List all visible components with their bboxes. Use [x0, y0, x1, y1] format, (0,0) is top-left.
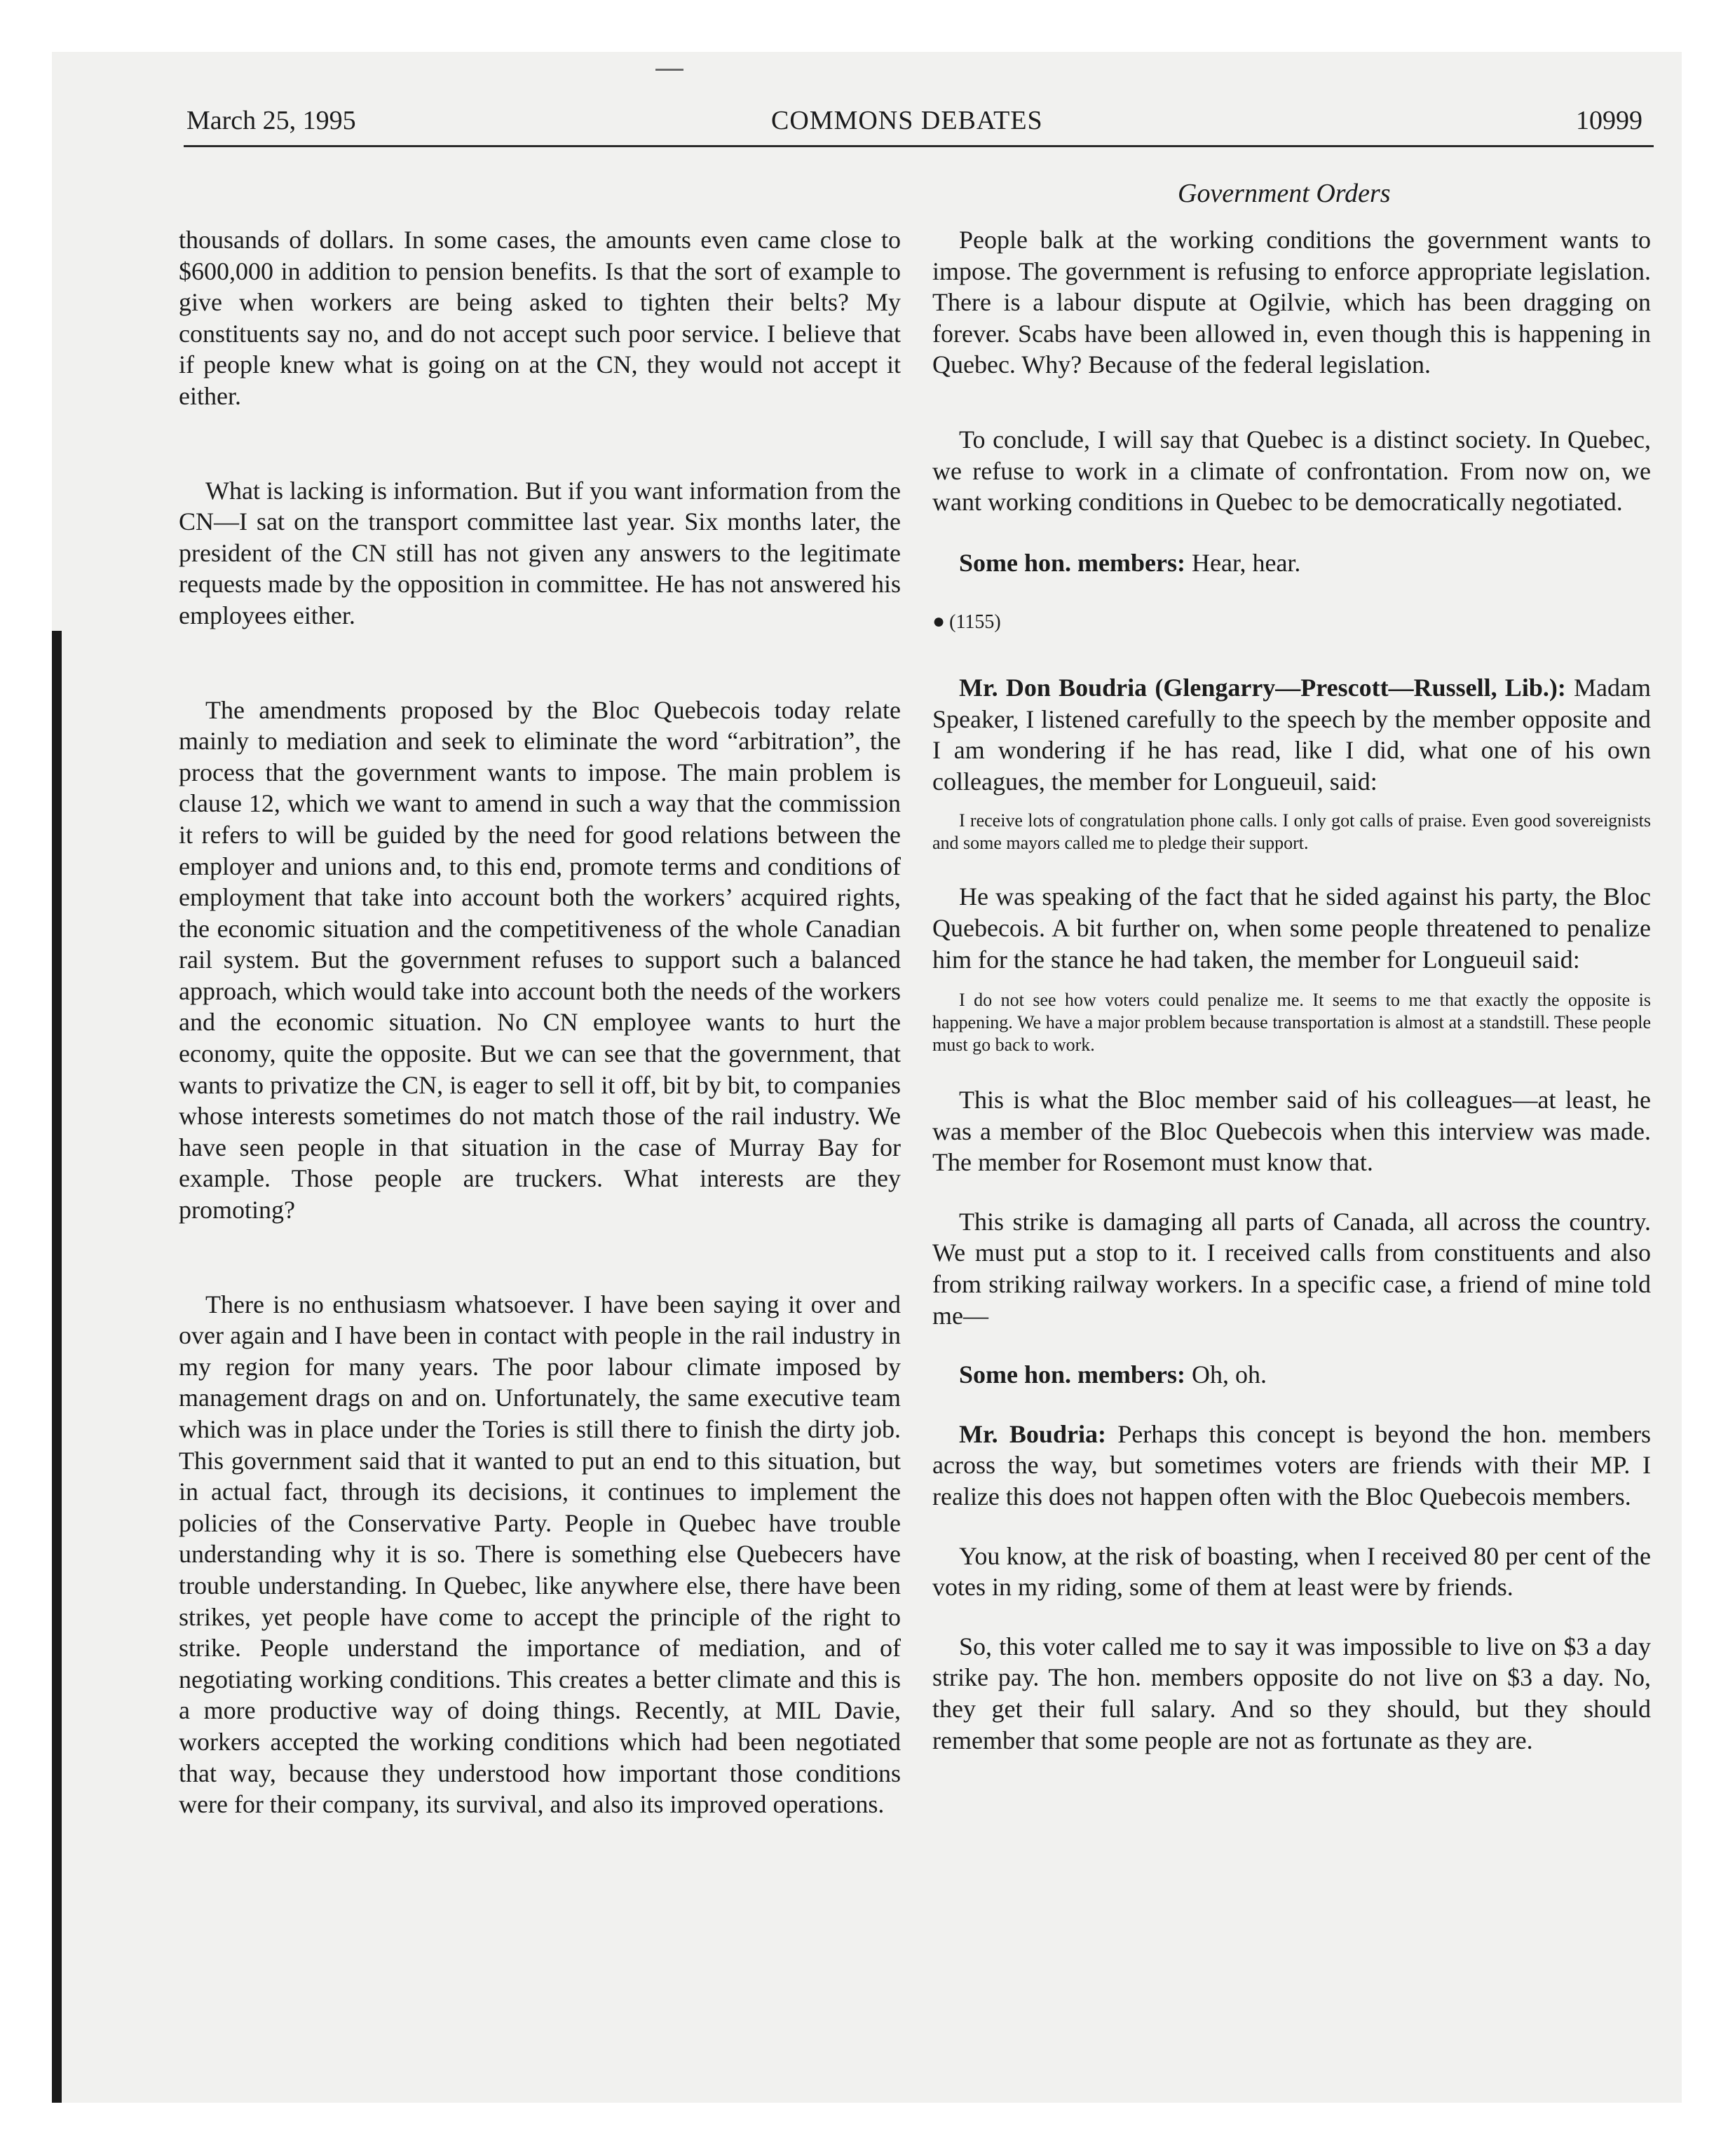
- header-page-number: 10999: [1576, 106, 1642, 135]
- interjection: [932, 1359, 1651, 1391]
- header-rule: [184, 145, 1654, 147]
- left-column: [179, 224, 901, 1820]
- paragraph: To conclude, I will say that Quebec is a distinct society. In Quebec, we refuse to work in a climate of confrontation. From now on, we want working conditions in Quebec to be democratically negotiated.: [932, 425, 1651, 517]
- block-quote: I receive lots of congratulation phone calls. I only got calls of praise. Even good sovereignists and some mayors called me to pledge their support.: [932, 810, 1651, 854]
- paragraph: This strike is damaging all parts of Canada, all across the country. We must put a stop to it. I received calls from constituents and also from striking railway workers. In a specific case, a friend of mine told me—: [932, 1207, 1651, 1330]
- interjection: [932, 547, 1651, 579]
- header-title: COMMONS DEBATES: [771, 106, 1043, 135]
- paragraph: There is no enthusiasm whatsoever. I have been saying it over and over again and I have been in contact with people in the rail industry in my region for many years. The poor labour climate imposed by management drags on and on. Unfortunately, the same executive team which was in place under the Tories is still there to finish the dirty job. This government said that it wanted to put an end to this situation, but in actual fact, through its decisions, it continues to implement the policies of the Conservative Party. People in Quebec have trouble understanding why it is so. There is something else Quebecers have trouble understanding. In Quebec, like anywhere else, there have been strikes, yet people have come to accept the principle of the right to strike. People understand the importance of mediation, and of negotiating working conditions. This creates a better climate and this is a more productive way of doing things. Recently, at MIL Davie, workers accepted the working conditions which had been negotiated that way, because they understood how important those conditions were for their company, its survival, and also its improved operations.: [179, 1290, 901, 1819]
- time-marker: [932, 606, 1651, 639]
- interjection-text: Oh, oh.: [1185, 1360, 1267, 1389]
- paragraph: So, this voter called me to say it was impossible to live on $3 a day strike pay. The hon. members opposite do not live on $3 a day. No, they get their full salary. And so they should, but they should remember that some people are not as fortunate as they are.: [932, 1632, 1651, 1754]
- paragraph: This is what the Bloc member said of his colleagues—at least, he was a member of the Bloc Quebecois when this interview was made. The member for Rosemont must know that.: [932, 1086, 1651, 1177]
- speech-text: Perhaps this concept is beyond the hon. members across the way, but sometimes voters are friends with their MP. I realize this does not happen often with the Bloc Quebecois members.: [932, 1419, 1651, 1511]
- speech-text: Madam Speaker, I listened carefully to the speech by the member opposite and I am wondering if he has read, like I did, what one of his own colleagues, the member for Longueuil, said:: [932, 673, 1652, 796]
- time-marker-text: (1155): [949, 611, 1001, 634]
- block-quote: I do not see how voters could penalize me. It seems to me that exactly the opposite is happening. We have a major problem because transportation is almost at a standstill. These people must go back to work.: [932, 990, 1651, 1056]
- speaker-name: Some hon. members:: [959, 1360, 1185, 1389]
- paragraph: The amendments proposed by the Bloc Quebecois today relate mainly to mediation and seek to eliminate the word “arbitration”, the process that the government wants to impose. The main problem is clause 12, which we want to amend in such a way that the commission it refers to will be guided by the need for good relations between the employer and unions and, to this end, promote terms and conditions of employment that take into account both the workers’ acquired rights, the economic situation and the competitiveness of the whole Canadian rail system. But the government refuses to support such a balanced approach, which would take into account both the needs of the workers and the economic situation. No CN employee wants to hurt the economy, quite the opposite. But we can see that the government, that wants to privatize the CN, is eager to sell it off, bit by bit, to companies whose interests sometimes do not match those of the rail industry. We have seen people in that situation in the case of Murray Bay for example. Those people are truckers. What interests are they promoting?: [179, 695, 901, 1224]
- header-date: March 25, 1995: [186, 106, 356, 135]
- speech: [932, 672, 1651, 797]
- paragraph: What is lacking is information. But if you want information from the CN—I sat on the transport committee last year. Six months later, the president of the CN still has not given any answers to the legitimate requests made by the opposition in committee. He has not answered his employees either.: [179, 476, 901, 629]
- scan-mark: [655, 69, 683, 71]
- bullet-icon: ●: [932, 610, 946, 634]
- paragraph: People balk at the working conditions the government wants to impose. The government is refusing to enforce appropriate legislation. There is a labour dispute at Ogilvie, which has been dragging on forever. Scabs have been allowed in, even though this is happening in Quebec. Why? Because of the federal legislation.: [932, 226, 1651, 379]
- right-column: [932, 224, 1651, 1756]
- speech: [932, 1419, 1651, 1513]
- paragraph: thousands of dollars. In some cases, the amounts even came close to $600,000 in addition to pension benefits. Is that the sort of example to give when workers are being asked to tighten their belts? My constituents say no, and do not accept such poor service. I believe that if people knew what is going on at the CN, they would not accept it either.: [179, 226, 901, 410]
- scan-shadow-edge: [52, 631, 62, 2103]
- interjection-text: Hear, hear.: [1185, 548, 1301, 577]
- speaker-name: Some hon. members:: [959, 548, 1185, 577]
- speaker-name: Mr. Boudria:: [959, 1419, 1106, 1448]
- paragraph: He was speaking of the fact that he sided against his party, the Bloc Quebecois. A bit further on, when some people threatened to penalize him for the stance he had taken, the member for Longueuil said:: [932, 882, 1651, 974]
- section-heading: Government Orders: [1178, 179, 1391, 208]
- speaker-name: Mr. Don Boudria (Glengarry—Prescott—Russell, Lib.):: [959, 673, 1566, 702]
- paragraph: You know, at the risk of boasting, when I received 80 per cent of the votes in my riding, some of them at least were by friends.: [932, 1541, 1651, 1602]
